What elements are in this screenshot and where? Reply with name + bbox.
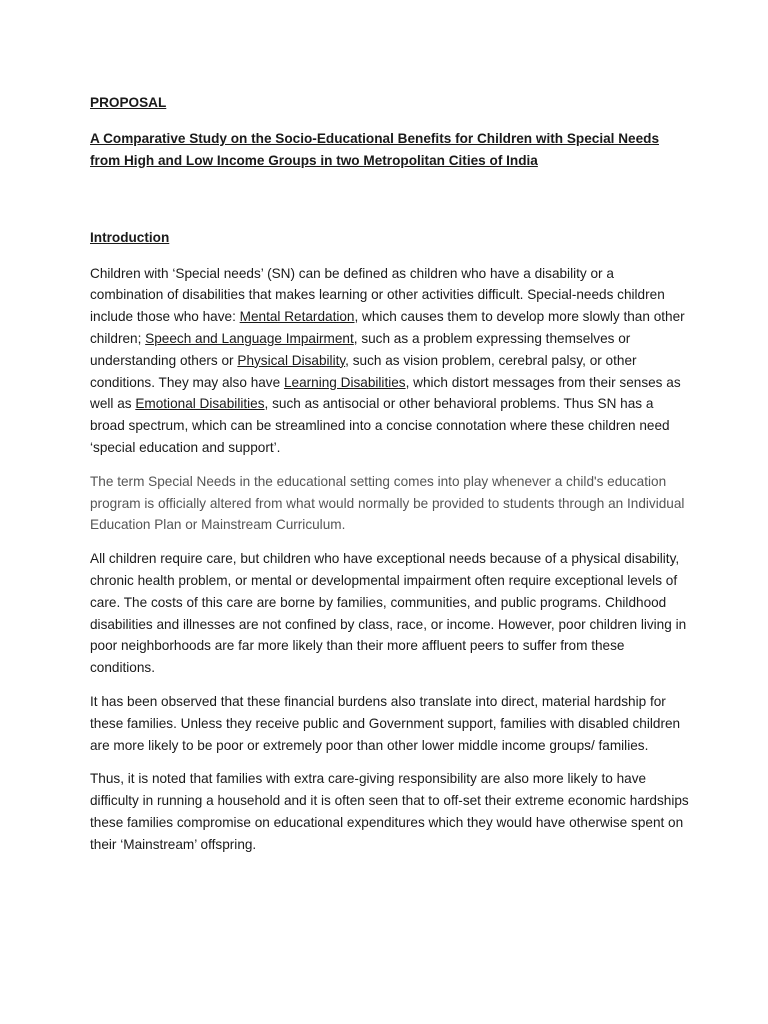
proposal-title: A Comparative Study on the Socio-Educational Benefits for Children with Special Needs from High and Low Income Groups in two Metropolitan Cities of India	[90, 130, 660, 168]
paragraph-1-text: , such as vision problem, cerebral palsy, or other conditions. They may also have	[90, 352, 637, 390]
paragraph-1-text: , which causes them to develop more slowly than other children;	[90, 309, 685, 346]
paragraph-1-text: , such as antisocial or other behavioral problems. Thus SN has a broad spectrum, which can be streamlined into a concise connotation where these children need ‘special education and support’.	[90, 396, 670, 455]
term-mental-retardation: Mental Retardation	[239, 309, 355, 325]
paragraph-1-text: , such as a problem expressing themselves or understanding others or	[90, 330, 631, 368]
paragraph-3: All children require care, but children who have exceptional needs because of a physical disability, chronic health problem, or mental or developmental impairment often require exceptional levels of care. The costs of this care are borne by families, communities, and public programs. Childhood disabilities and illnesses are not confined by class, race, or income. However, poor children living in poor neighborhoods are far more likely than their more affluent peers to suffer from these conditions.	[90, 551, 687, 676]
document-page	[90, 92, 690, 856]
term-learning-disabilities: Learning Disabilities	[283, 374, 406, 390]
paragraph-2: The term Special Needs in the educational setting comes into play whenever a child's education program is officially altered from what would normally be provided to students through an Individual Education Plan or Mainstream Curriculum.	[90, 473, 685, 533]
term-speech-language-impairment: Speech and Language Impairment	[145, 330, 354, 346]
paragraph-4: It has been observed that these financial burdens also translate into direct, material hardship for these families. Unless they receive public and Government support, families with disabled children are more likely to be poor or extremely poor than other lower middle income groups/ families.	[90, 693, 681, 753]
document-label: PROPOSAL	[90, 95, 167, 110]
paragraph-1	[90, 263, 690, 459]
paragraph-5: Thus, it is noted that families with extra care-giving responsibility are also more likely to have difficulty in running a household and it is often seen that to off-set their extreme economic hardships these families compromise on educational expenditures which they would have otherwise spent on their ‘Mainstream’ offspring.	[90, 771, 689, 852]
term-emotional-disabilities: Emotional Disabilities	[135, 396, 265, 412]
section-heading: Introduction	[90, 229, 170, 245]
paragraph-1-text: , which distort messages from their senses as well as	[90, 374, 681, 412]
paragraph-1-text: Children with ‘Special needs’ (SN) can be defined as children who have a disability or a combination of disabilities that makes learning or other activities difficult. Special-needs children include those who have:	[90, 265, 665, 325]
term-physical-disability: Physical Disability	[237, 352, 346, 368]
